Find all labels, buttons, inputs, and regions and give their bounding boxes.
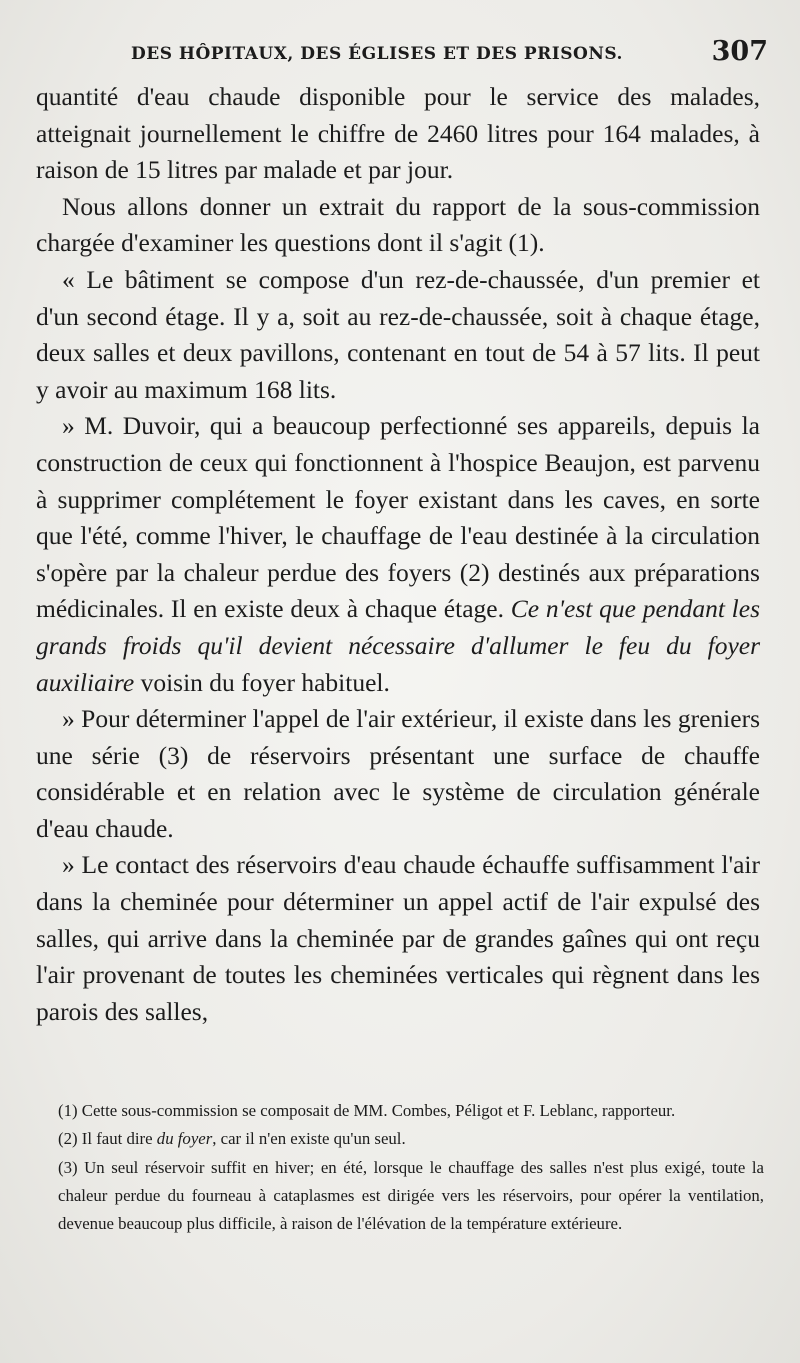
footnote-1: (1) Cette sous-commission se composait de MM. Combes, Péligot et F. Leblanc, rapporteur. — [58, 1101, 676, 1120]
paragraph-duvoir — [36, 408, 760, 701]
page-number: 307 — [711, 36, 768, 67]
running-head — [36, 36, 768, 72]
footnote-2 — [58, 1125, 764, 1153]
running-head-title: DES HÔPITAUX, DES ÉGLISES ET DES PRISONS. — [131, 44, 623, 64]
footnote-3: (3) Un seul réservoir suffit en hiver; en été, lorsque le chauffage des salles n'est plus exigé, toute la chaleur perdue du fourneau à cataplasmes est dirigée vers les réservoirs, pour opérer la ventilation, devenue beaucoup plus difficile, à raison de l'élévation de la température extérieure. — [58, 1157, 764, 1234]
duvoir-italic-text: Ce n'est que pendant les grands froids qu'il devient nécessaire d'allumer le feu du foyer auxiliaire — [36, 594, 761, 697]
paragraph-building: « Le bâtiment se compose d'un rez-de-chaussée, d'un premier et d'un second étage. Il y a, soit au rez-de-chaussée, soit à chaque étage, deux salles et deux pavillons, contenant en tout de 54 à 57 lits. Il peut y avoir au maximum 168 lits. — [36, 264, 760, 404]
duvoir-text: » M. Duvoir, qui a beaucoup perfectionné ses appareils, depuis la construction de ceux qui fonctionnent à l'hospice Beaujon, est parvenu à supprimer complétement le foyer existant dans les caves, en sorte que l'été, comme l'hiver, le chauffage de l'eau destinée à la circulation s'opère par la chaleur perdue des foyers (2) destinés aux préparations médicinales. Il en existe deux à chaque étage. — [36, 411, 760, 624]
duvoir-end-text: voisin du foyer habituel. — [140, 667, 390, 697]
paragraph-air-call: » Pour déterminer l'appel de l'air extérieur, il existe dans les greniers une série (3) de réservoirs présentant une surface de chauffe considérable et en relation avec le système de circulation générale d'eau chaude. — [36, 704, 760, 843]
footnote-2-end: , car il n'en existe qu'un seul. — [212, 1129, 406, 1149]
body-text — [36, 79, 760, 1030]
paragraph-continuation: quantité d'eau chaude disponible pour le service des malades, atteignait journellement le chiffre de 2460 litres pour 164 malades, à raison de 15 litres par malade et par jour. — [36, 82, 760, 185]
footnote-2-italic: du foyer — [156, 1129, 213, 1149]
paragraph-intro-extract: Nous allons donner un extrait du rapport de la sous-commission chargée d'examiner les questions dont il s'agit (1). — [36, 191, 760, 258]
footnote-2-text: (2) Il faut dire — [58, 1129, 153, 1149]
footnotes — [58, 1097, 764, 1238]
paragraph-reservoirs: » Le contact des réservoirs d'eau chaude échauffe suffisamment l'air dans la cheminée pour déterminer un appel actif de l'air expulsé des salles, qui arrive dans la cheminée par de grandes gaînes qui ont reçu l'air provenant de toutes les cheminées verticales qui règnent dans les parois des salles, — [36, 850, 760, 1026]
